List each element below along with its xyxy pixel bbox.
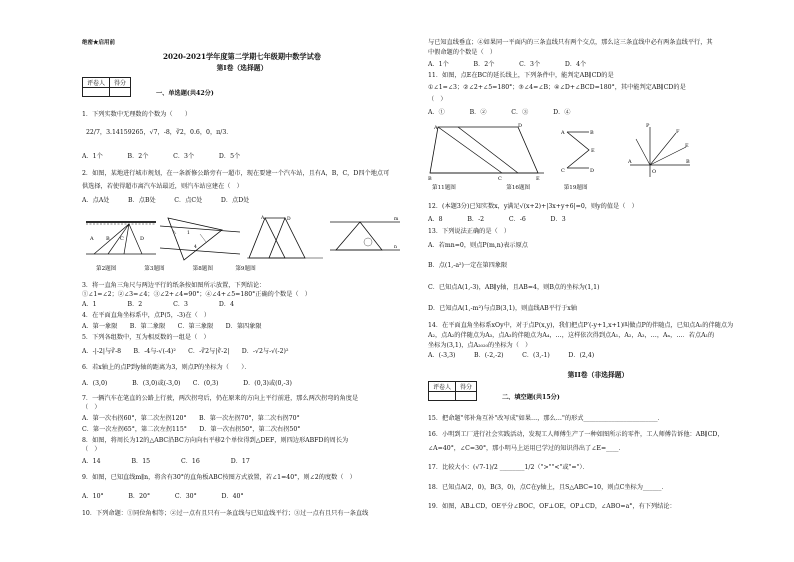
q5-stem: 5．下列各组数中，互为相反数的一组是（ ） [82,334,210,341]
q8-stem-1: 8．如图，将周长为12的△ABC沿BC方向向右平移2个单位得到△DEF，则四边形ABFD的周长为 [82,437,349,444]
part2-title: 第II卷（非选择题） [567,371,629,379]
q11-stem-1: 11．如图，点E在BC的延长线上，下列条件中，能判定AB∥CD的是 [428,72,614,79]
q12-stem: 12．(本题3分)已知实数x，y满足√(x+2)+|3x+y+6|=0，则y的值是（ ） [428,203,638,210]
fig16-label-e: E [591,148,595,154]
fig8-label-a: A [261,216,265,221]
q9-options: A．10° B．20° C．30° D．40° [82,493,244,500]
q7-stem-1: 7．一辆汽车在笔直的公路上行驶，两次拐弯后，仍在原来的方向上平行前进，那么两次拐弯的角度是 [82,395,359,402]
figure-q9 [330,214,402,264]
svg-text:4: 4 [194,245,197,250]
score-box [82,77,131,97]
figure-captions-left: 第2题图 第3题图 第8题图 第9题图 [96,266,256,272]
q14-options: A．(-3,3) B．(-2,-2) C．(3,-1) D．(2,4) [428,352,595,359]
score-box2-header-1: 评卷人 [429,382,456,392]
q18-stem: 18．已知点A(2，0)，B(3，0)，点C在y轴上，且S△ABC=10，则点C坐标为______． [428,484,668,491]
fig19-label-o: O [652,169,657,175]
fig9-label-m: m [394,217,399,222]
q3-stem-1: 3．将一直角三角尺与两边平行的纸条按如图所示放置，下列结论： [82,282,266,289]
q1-numbers: 22/7，3.14159265，√7，-8，∛2，0.6，0，π/3． [86,129,233,136]
fig19-label-p: P [646,123,650,129]
q6-stem: 6．若x轴上的点P到y轴的距离为3，则点P的坐标为（ ）． [82,364,251,371]
q12-options: A．8 B．-2 C．-6 D．3 [428,216,566,223]
fig2-label-b: B [106,236,110,242]
q13-option-c: C．已知点A(1,-3)，AB∥y轴，且AB=4，则B点的坐标为(1,1) [428,284,600,291]
score-box2-header-2: 得分 [456,382,477,392]
fig11-label-d: D [518,123,523,129]
q4-options: A．第一象限 B．第二象限 C．第三象限 D．第四象限 [82,323,262,330]
figure-q2 [84,214,159,264]
figure-q16 [561,126,601,176]
score-box-header-1: 评卷人 [83,78,110,88]
q3-options: A．1 B．2 C．3 D．4 [82,301,235,308]
q13-option-a: A．若mn=0，则点P(m,n)表示原点 [428,242,528,249]
q1-options: A．1个 B．2个 C．3个 D．5个 [82,153,241,160]
fig16-label-c: C [561,168,565,174]
secret-mark: 绝密★启用前 [82,40,116,46]
score-box-cell-2[interactable] [110,88,131,97]
q2-options: A．点A处 B．点B处 C．点C处 D．点D处 [82,197,250,204]
figure-q19 [628,121,693,181]
q8-stem-2: （ ） [82,446,101,453]
q10-stem: 10．下列命题：①同位角相等；②过一点有且只有一条直线与已知直线平行；③过一点有且只有一条直线 [82,510,369,517]
score-box-header-2: 得分 [110,78,131,88]
q16-stem-2: ∠A=40°，∠C=30°，那小明马上运用已学过的知识得出了∠E=____． [428,445,625,452]
q17-stem: 17．比较大小：(√7-1)/2 ________1/2（">""<"或"="）． [428,464,589,471]
q13-option-b: B．点(1,-a²)一定在第四象限 [428,262,508,269]
right-column [428,0,788,562]
fig19-label-f: F [676,129,680,135]
q2-stem-2: 供选择，若使得超市离汽车站最近，则汽车站应建在（ ） [82,183,243,190]
q11-options: A．① B．② C．③ D．④ [428,109,571,116]
score-box-2 [428,381,477,401]
left-column [82,0,442,562]
fig19-label-e: E [685,143,689,149]
fig11-label-a: A [434,125,438,131]
q5-options: A．-|-2|与∛-8 B．-4与-√(-4)² C．-∛2与|∛-2| D．-√2与-√(-2)² [82,348,289,355]
fig11-label-c: C [498,176,502,181]
q6-options: A．(3,0) B．(3,0)或(-3,0) C．(0,3) D．(0,3)或(0,-3) [82,380,292,387]
figure-q11 [428,121,548,181]
q14-stem-1: 14．在平面直角坐标系xOy中，对于点P(x,y)，我们把点P′(-y+1,x+1)叫做点P的伴随点，已知点A₁的伴随点为 [428,322,734,329]
q10-stem-cont-2: 中假命题的个数是（ ） [428,49,497,56]
fig19-label-b: B [686,159,690,165]
fig9-label-n: n [394,245,397,250]
q7-options-2: C．第一次左拐65°，第二次左拐115° D．第一次右拐50°，第二次右拐50° [82,426,301,433]
q4-stem: 4．在平面直角坐标系中，点P(5，-3)在（ ） [82,312,211,319]
score-box2-cell-1 [429,392,456,401]
q11-stem-2: ①∠1=∠3；②∠2+∠5=180°；③∠4=∠B；④∠D+∠BCD=180°，其中能判定AB∥CD的是 [428,84,686,91]
score-box-cell-1 [83,88,110,97]
part1-title: 第I卷（选择题） [216,64,268,72]
fig16-label-d: D [590,168,595,174]
fig11-label-e: E [536,176,540,181]
q10-options: A．1个 B．2个 C．3个 D．4个 [428,61,587,68]
fig2-label-a: A [90,236,94,242]
fig11-label-b: B [428,176,432,181]
figure-q3 [160,214,242,264]
fig19-label-a: A [628,159,632,165]
q10-stem-cont-1: 与已知直线垂直；④如果同一平面内的三条直线只有两个交点，那么这三条直线中必有两条直线平行，其 [428,39,713,46]
q15-stem: 15．把命题"邻补角互补"改写成"如果…，那么…"的形式________________________． [428,415,664,422]
q8-options: A．14 B．15 C．16 D．17 [82,458,250,465]
q9-stem: 9．如图，已知直线m∥n，将含有30°的直角板ABC按图方式放置，若∠1=40°，则∠2的度数（ ） [82,474,356,481]
q2-stem-1: 2．如图，某地进行城市规划，在一条新修公路旁有一超市，现在要建一个汽车站，且有A，B，C，D四个地点可 [82,170,390,177]
q14-stem-3: 坐标为(3,1)，点A₂₀₂₀的坐标为（ ） [428,342,532,349]
fig2-label-d: D [140,236,145,242]
fig8-label-d: D [287,217,291,222]
fig16-label-b: B [590,130,594,136]
score-box2-cell-2[interactable] [456,392,477,401]
q16-stem-1: 16．小明到工厂进行社会实践活动，发现工人师傅生产了一种如图所示的零件，工人师傅告诉他：AB∥CD， [428,431,724,438]
q13-option-d: D．已知点A(1,-m²)与点B(3,1)，则直线AB平行于x轴 [428,305,577,312]
q19-stem: 19．如图，AB⊥CD，OE平分∠BOC，OF⊥OE，OP⊥CD，∠ABO=a°，有下列结论： [428,503,676,510]
q3-stem-2: ①∠1=∠2；②∠3=∠4；③∠2+∠4=90°；④∠4+∠5=180°正确的个数是（ ） [82,291,311,298]
q7-options-1: A．第一次右拐60°，第二次左拐120° B．第一次左拐70°，第二次右拐70° [82,415,300,422]
q11-stem-3: （ ） [428,96,447,103]
q1-stem: 1．下列实数中无理数的个数为（ ） [82,111,192,118]
exam-title: 2020-2021学年度第二学期七年级期中数学试卷 [163,52,321,61]
figure-captions-right: 第11题图 第16题图 第19题图 [432,185,588,191]
fig2-label-c: C [120,236,124,242]
section1-title: 一、单选题(共42分) [156,90,214,97]
q7-stem-2: （ ） [82,404,101,411]
fig16-label-a: A [561,130,565,136]
section2-title: 二、填空题(共15分) [502,394,560,401]
q13-stem: 13．下列说法正确的是（ ） [428,228,511,235]
q14-stem-2: A₂，点A₂的伴随点为A₃，点A₃的伴随点为A₄，…，这样依次得到点A₁，A₂，A₃，…，Aₙ，…．若点A₁的 [428,332,715,339]
svg-text:1: 1 [187,231,190,236]
figure-q8 [247,214,325,264]
